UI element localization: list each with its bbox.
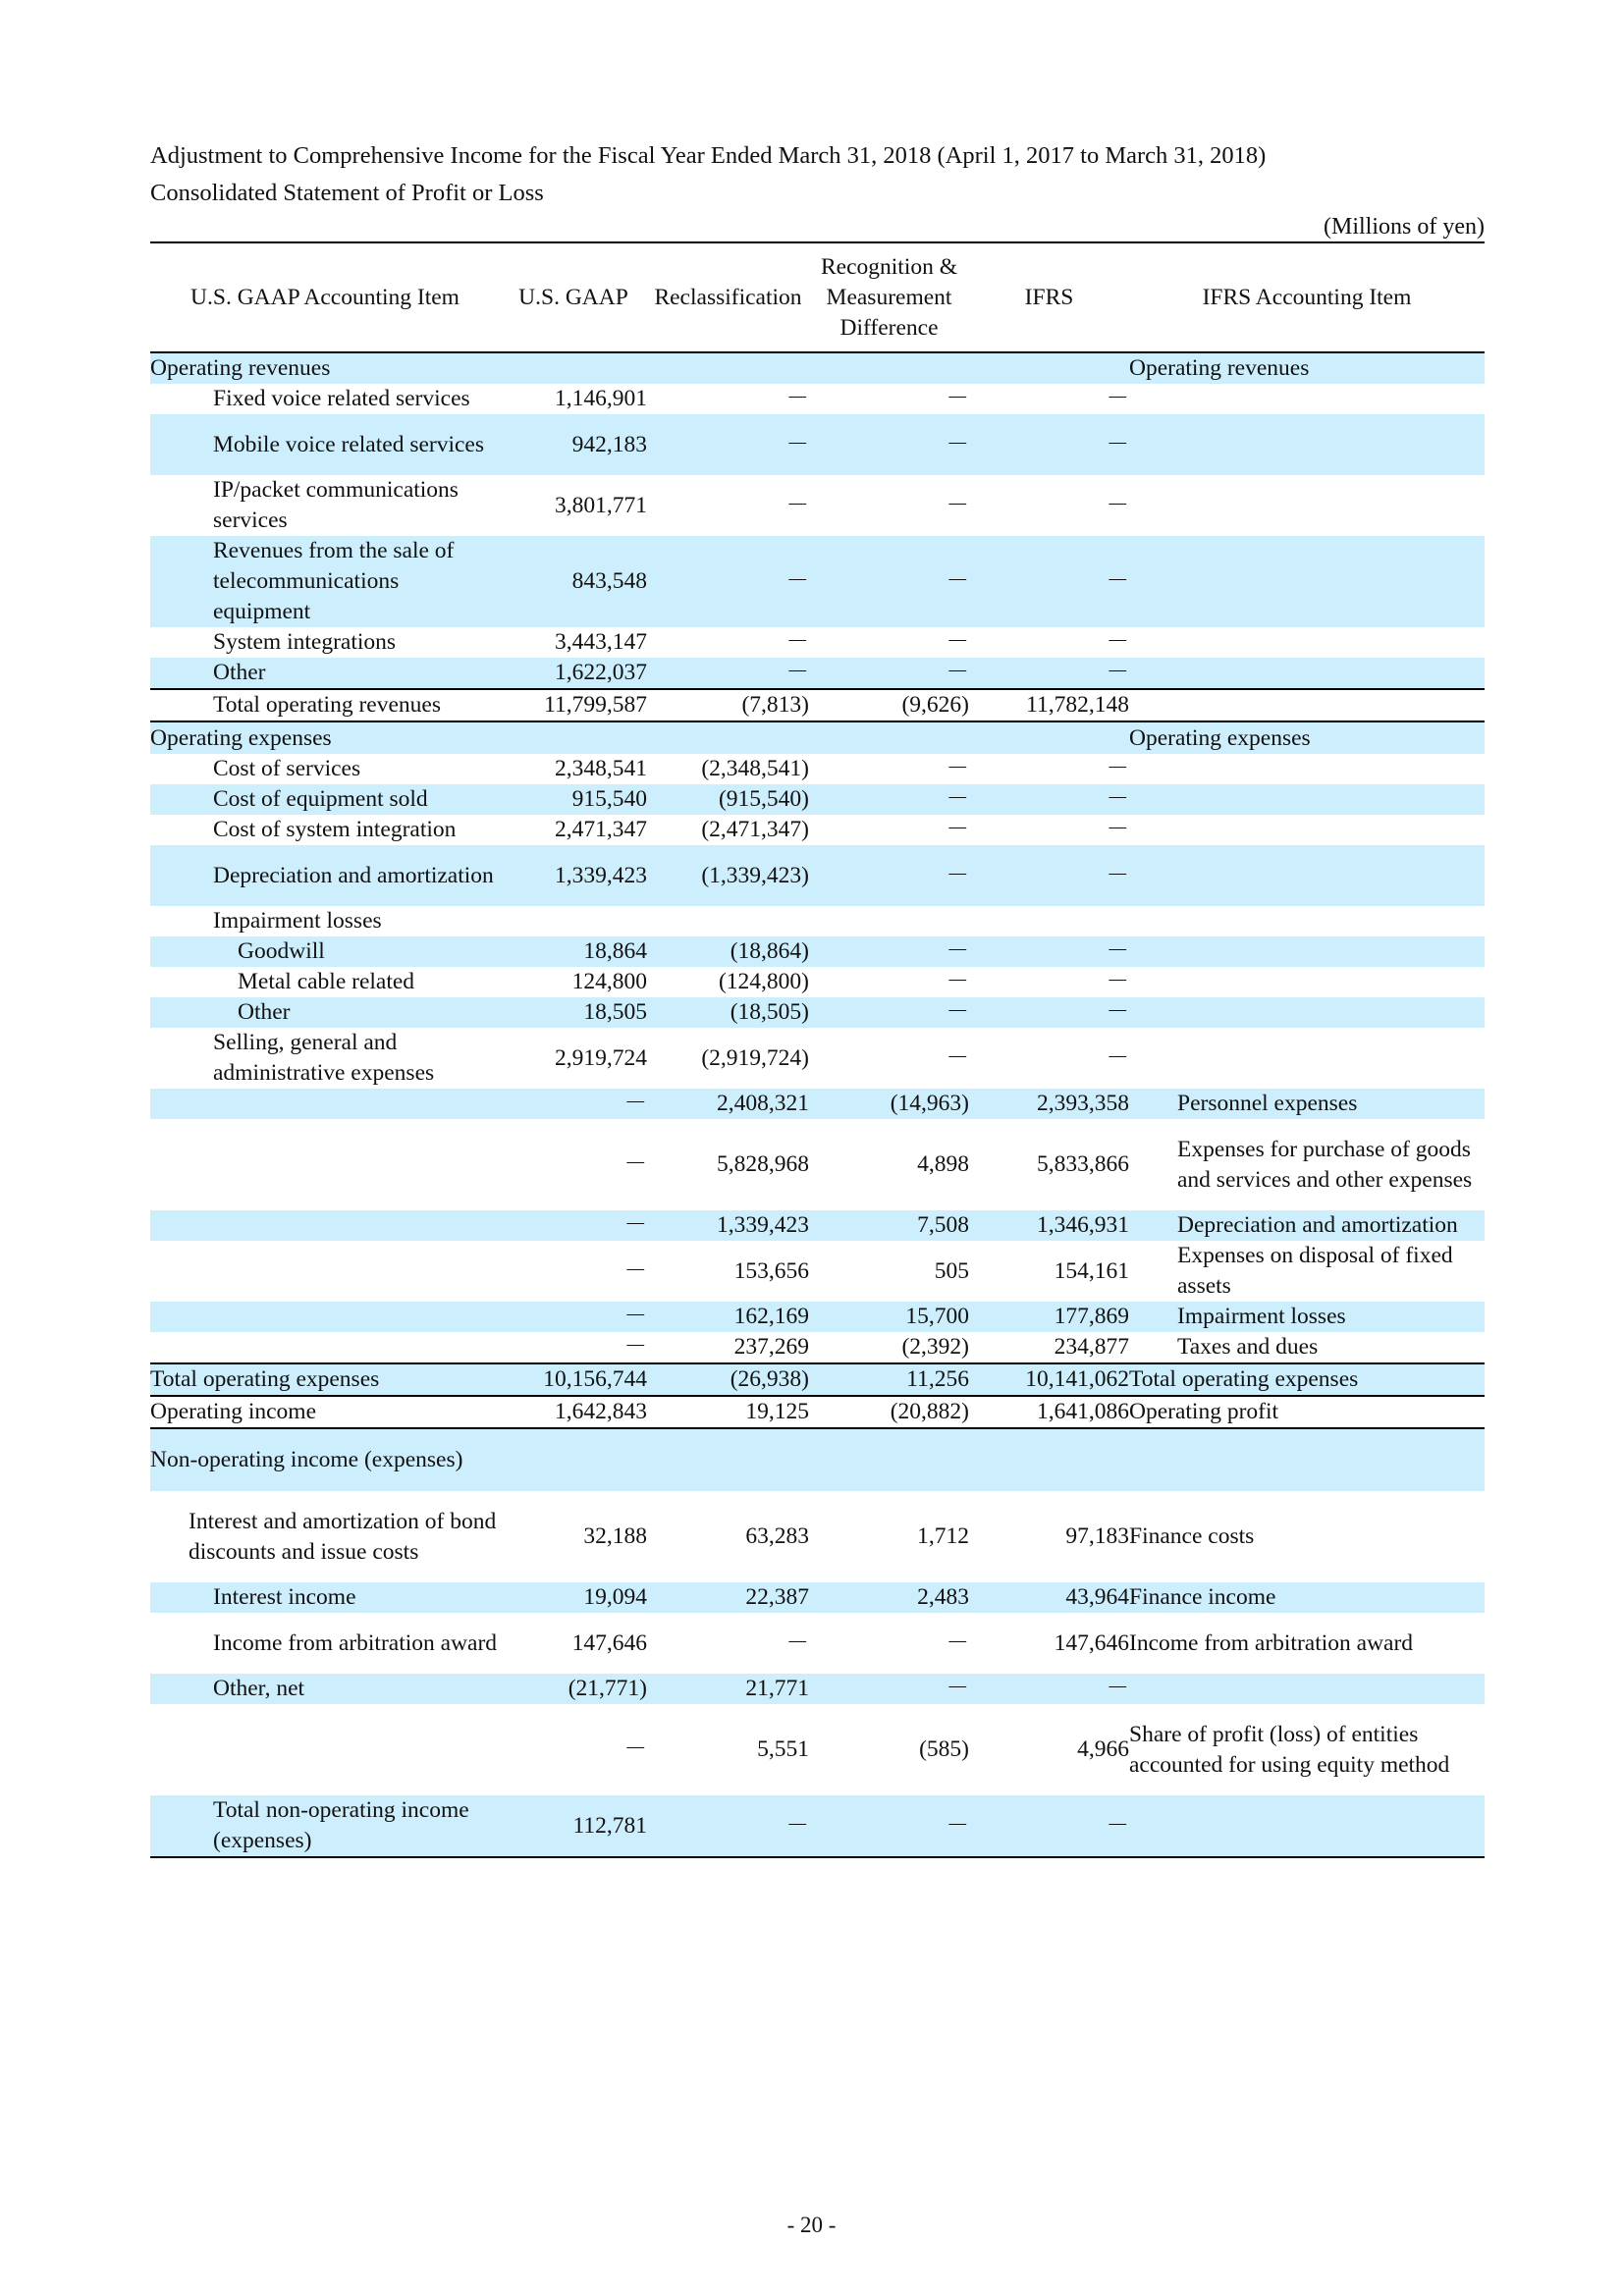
cell-gaap-item: Mobile voice related services — [150, 414, 500, 475]
cell-ifrs-value: 177,869 — [969, 1302, 1129, 1332]
cell-ifrs-item: Finance costs — [1129, 1523, 1255, 1549]
cell-gaap-item — [150, 1210, 500, 1241]
cell-reclassification-value: (2,471,347) — [701, 817, 809, 842]
cell-ifrs-value: 5,833,866 — [1037, 1151, 1129, 1177]
cell-gaap-item — [150, 1704, 500, 1795]
cell-reclassification-value: － — [785, 386, 809, 411]
cell-ifrs-value: 43,964 — [969, 1582, 1129, 1613]
table-row — [150, 1302, 1485, 1332]
cell-gaap-item: Total operating revenues — [150, 689, 500, 721]
cell-gaap-item — [150, 1089, 500, 1119]
cell-recognition-difference-value: (585) — [919, 1736, 969, 1762]
cell-ifrs-item — [1129, 1028, 1485, 1089]
cell-recognition-difference-value: 15,700 — [809, 1302, 969, 1332]
cell-reclassification-value: － — [647, 658, 809, 689]
cell-gaap-item — [150, 1302, 500, 1332]
cell-ifrs-value: － — [969, 414, 1129, 475]
cell-recognition-difference-value: 4,898 — [917, 1151, 969, 1177]
cell-ifrs-value — [969, 1428, 1129, 1491]
cell-ifrs-item — [1129, 967, 1485, 997]
table-row — [150, 658, 1485, 689]
cell-gaap-value: 112,781 — [500, 1795, 647, 1857]
cell-recognition-difference-value: － — [946, 1044, 969, 1071]
cell-ifrs-value: － — [1106, 756, 1129, 781]
cell-gaap-item: Other, net — [150, 1674, 500, 1704]
cell-gaap-value: 18,505 — [500, 997, 647, 1028]
cell-recognition-difference-value: － — [946, 1629, 969, 1656]
col-header-reclassification: Reclassification — [647, 242, 809, 352]
cell-recognition-difference-value: － — [809, 845, 969, 906]
table-row — [150, 689, 1485, 721]
table-row — [150, 721, 1485, 754]
cell-gaap-value: － — [500, 1089, 647, 1119]
page-title: Adjustment to Comprehensive Income for the Fiscal Year Ended March 31, 2018 (April 1, 2017 to March 31, 2018) — [150, 142, 1267, 169]
cell-ifrs-value: 147,646 — [1054, 1629, 1129, 1656]
cell-gaap-item: Operating income — [150, 1396, 500, 1428]
cell-gaap-value: － — [623, 1736, 647, 1762]
cell-gaap-value: 18,864 — [500, 936, 647, 967]
table-header-row — [150, 242, 1485, 352]
cell-recognition-difference-value: － — [946, 386, 969, 411]
cell-reclassification-value: 2,408,321 — [647, 1089, 809, 1119]
cell-gaap-item: Goodwill — [150, 936, 500, 967]
cell-ifrs-item: Impairment losses — [1129, 1302, 1485, 1332]
table-row — [150, 1089, 1485, 1119]
cell-ifrs-value: 2,393,358 — [969, 1089, 1129, 1119]
table-row — [150, 1028, 1485, 1089]
cell-gaap-item: Interest income — [150, 1582, 500, 1613]
cell-recognition-difference-value: 1,712 — [917, 1523, 969, 1549]
table-row — [150, 1795, 1485, 1857]
cell-ifrs-value: － — [1106, 492, 1129, 518]
cell-reclassification-value: 1,339,423 — [647, 1210, 809, 1241]
cell-ifrs-item: Income from arbitration award — [1129, 1629, 1414, 1656]
cell-ifrs-value: 11,782,148 — [969, 689, 1129, 721]
cell-ifrs-item: Expenses for purchase of goods and services and other expenses — [1177, 1136, 1473, 1193]
cell-ifrs-item — [1129, 845, 1485, 906]
cell-reclassification-value: 63,283 — [745, 1523, 809, 1549]
cell-gaap-item: Other — [150, 658, 500, 689]
table-row — [150, 815, 1485, 845]
cell-recognition-difference-value: － — [809, 658, 969, 689]
cell-ifrs-value: － — [1106, 629, 1129, 655]
cell-ifrs-item — [1129, 689, 1485, 721]
table-row — [150, 352, 1485, 384]
cell-gaap-item: Cost of system integration — [213, 817, 457, 842]
cell-reclassification-value: － — [647, 536, 809, 627]
col-header-ifrs: IFRS — [969, 242, 1129, 352]
cell-ifrs-item: Share of profit (loss) of entities accounted for using equity method — [1129, 1721, 1450, 1778]
cell-gaap-item: IP/packet communications services — [213, 477, 459, 533]
cell-gaap-value: 2,471,347 — [555, 817, 647, 842]
cell-ifrs-value — [969, 352, 1129, 384]
table-row — [150, 1674, 1485, 1704]
table-row — [150, 997, 1485, 1028]
table-row — [150, 1582, 1485, 1613]
cell-gaap-value: 1,146,901 — [555, 386, 647, 411]
cell-gaap-item: System integrations — [213, 629, 397, 655]
cell-reclassification-value: 237,269 — [733, 1334, 809, 1360]
unit-note: (Millions of yen) — [1324, 214, 1485, 240]
col-header-ifrs-item: IFRS Accounting Item — [1129, 242, 1485, 352]
cell-reclassification-value — [647, 721, 809, 754]
cell-recognition-difference-value: － — [946, 969, 969, 994]
cell-ifrs-item: Operating profit — [1129, 1396, 1485, 1428]
cell-gaap-value: － — [623, 1257, 647, 1284]
table-row — [150, 1363, 1485, 1396]
cell-gaap-value: 2,919,724 — [555, 1044, 647, 1071]
cell-gaap-item: Cost of services — [213, 756, 361, 781]
table-row — [150, 1613, 1485, 1674]
cell-reclassification-value: (26,938) — [647, 1363, 809, 1396]
cell-recognition-difference-value: － — [809, 1674, 969, 1704]
cell-ifrs-value: 234,877 — [1054, 1334, 1129, 1360]
cell-gaap-item — [150, 1119, 500, 1210]
cell-ifrs-item — [1129, 627, 1485, 658]
cell-ifrs-value: － — [969, 936, 1129, 967]
cell-ifrs-value — [969, 721, 1129, 754]
cell-ifrs-value: － — [969, 1674, 1129, 1704]
cell-reclassification-value: (2,348,541) — [701, 756, 809, 781]
cell-gaap-value: 1,642,843 — [500, 1396, 647, 1428]
cell-gaap-item — [150, 1241, 500, 1302]
cell-ifrs-item — [1129, 754, 1485, 784]
table-row — [150, 384, 1485, 414]
table-row — [150, 784, 1485, 815]
cell-ifrs-value: － — [969, 1795, 1129, 1857]
cell-gaap-item: Total non-operating income (expenses) — [150, 1795, 500, 1857]
cell-ifrs-value: － — [969, 658, 1129, 689]
cell-gaap-item: Selling, general and administrative expenses — [213, 1030, 435, 1086]
cell-ifrs-value: － — [969, 784, 1129, 815]
cell-gaap-item: Income from arbitration award — [213, 1629, 498, 1656]
cell-reclassification-value: － — [785, 629, 809, 655]
table-body — [150, 352, 1485, 1857]
cell-gaap-value: 843,548 — [500, 536, 647, 627]
cell-gaap-value: 1,622,037 — [500, 658, 647, 689]
cell-gaap-item: Fixed voice related services — [213, 386, 470, 411]
cell-reclassification-value: － — [647, 1795, 809, 1857]
cell-ifrs-item — [1129, 815, 1485, 845]
cell-reclassification-value: 22,387 — [647, 1582, 809, 1613]
cell-ifrs-item — [1129, 936, 1485, 967]
cell-ifrs-item: Operating expenses — [1129, 721, 1485, 754]
cell-gaap-item — [150, 1332, 500, 1363]
cell-recognition-difference-value: － — [809, 784, 969, 815]
table-row — [150, 845, 1485, 906]
col-header-recognition-difference: Recognition & Measurement Difference — [809, 242, 969, 352]
cell-recognition-difference-value: (14,963) — [809, 1089, 969, 1119]
cell-gaap-value: － — [500, 1302, 647, 1332]
cell-ifrs-value: － — [1106, 1044, 1129, 1071]
cell-recognition-difference-value: (20,882) — [809, 1396, 969, 1428]
table-row — [150, 754, 1485, 784]
table-row — [150, 1428, 1485, 1491]
cell-gaap-item: Revenues from the sale of telecommunications equipment — [150, 536, 500, 627]
cell-reclassification-value: (1,339,423) — [647, 845, 809, 906]
cell-reclassification-value — [647, 352, 809, 384]
cell-gaap-value — [500, 352, 647, 384]
cell-ifrs-item: Depreciation and amortization — [1129, 1210, 1485, 1241]
cell-gaap-item: Operating revenues — [150, 352, 500, 384]
table-row — [150, 936, 1485, 967]
cell-gaap-item: Operating expenses — [150, 721, 500, 754]
cell-ifrs-item — [1129, 784, 1485, 815]
cell-recognition-difference-value: (2,392) — [901, 1334, 969, 1360]
cell-gaap-item: Cost of equipment sold — [150, 784, 500, 815]
cell-recognition-difference-value — [809, 1428, 969, 1491]
cell-recognition-difference-value: 2,483 — [809, 1582, 969, 1613]
cell-ifrs-item: Total operating expenses — [1129, 1363, 1485, 1396]
cell-reclassification-value: － — [785, 1629, 809, 1656]
table-row — [150, 627, 1485, 658]
cell-ifrs-item — [1129, 384, 1485, 414]
cell-reclassification-value: 153,656 — [733, 1257, 809, 1284]
cell-recognition-difference-value: － — [946, 817, 969, 842]
cell-reclassification-value: 5,551 — [757, 1736, 809, 1762]
cell-gaap-item: Non-operating income (expenses) — [150, 1428, 500, 1491]
cell-reclassification-value: 5,828,968 — [717, 1151, 809, 1177]
col-header-gaap: U.S. GAAP — [500, 242, 647, 352]
cell-gaap-item: Other — [150, 997, 500, 1028]
cell-ifrs-item — [1129, 658, 1485, 689]
cell-ifrs-value: 4,966 — [1077, 1736, 1129, 1762]
cell-ifrs-value: 1,641,086 — [969, 1396, 1129, 1428]
statement-subtitle: Consolidated Statement of Profit or Loss — [150, 180, 544, 206]
page-number: - 20 - — [786, 2213, 837, 2237]
cell-reclassification-value: 21,771 — [647, 1674, 809, 1704]
cell-reclassification-value: － — [785, 492, 809, 518]
cell-ifrs-item — [1129, 414, 1485, 475]
table-row — [150, 414, 1485, 475]
cell-ifrs-value: 97,183 — [1065, 1523, 1129, 1549]
cell-gaap-value: － — [623, 1151, 647, 1177]
cell-gaap-value: (21,771) — [500, 1674, 647, 1704]
cell-ifrs-value: － — [1106, 817, 1129, 842]
cell-ifrs-value: － — [969, 997, 1129, 1028]
cell-gaap-value: 1,339,423 — [500, 845, 647, 906]
cell-gaap-item: Depreciation and amortization — [150, 845, 500, 906]
table-row — [150, 906, 1485, 936]
cell-reclassification-value — [647, 1428, 809, 1491]
cell-gaap-value: 11,799,587 — [500, 689, 647, 721]
cell-gaap-item: Impairment losses — [213, 908, 382, 934]
cell-gaap-value: 124,800 — [571, 969, 647, 994]
cell-recognition-difference-value: － — [946, 492, 969, 518]
cell-ifrs-item — [1129, 1428, 1485, 1491]
table-row — [150, 1210, 1485, 1241]
cell-gaap-item: Total operating expenses — [150, 1363, 500, 1396]
cell-gaap-item: Metal cable related — [238, 969, 415, 994]
cell-ifrs-value: 154,161 — [1054, 1257, 1129, 1284]
table-row — [150, 1396, 1485, 1428]
cell-ifrs-item — [1129, 906, 1485, 936]
cell-gaap-value — [500, 906, 647, 936]
cell-reclassification-value: (2,919,724) — [701, 1044, 809, 1071]
cell-ifrs-item: Taxes and dues — [1177, 1334, 1319, 1360]
cell-reclassification-value: － — [647, 414, 809, 475]
cell-reclassification-value: 162,169 — [647, 1302, 809, 1332]
table-row — [150, 1119, 1485, 1210]
cell-recognition-difference-value: 7,508 — [809, 1210, 969, 1241]
cell-ifrs-value: － — [1106, 969, 1129, 994]
cell-recognition-difference-value: － — [809, 1795, 969, 1857]
cell-gaap-value: － — [623, 1334, 647, 1360]
cell-gaap-value: 147,646 — [571, 1629, 647, 1656]
cell-gaap-value — [500, 1428, 647, 1491]
cell-ifrs-item — [1129, 1674, 1485, 1704]
cell-gaap-value: 32,188 — [583, 1523, 647, 1549]
cell-ifrs-item: Expenses on disposal of fixed assets — [1177, 1243, 1453, 1299]
cell-reclassification-value: (18,505) — [647, 997, 809, 1028]
table-row — [150, 967, 1485, 997]
cell-ifrs-value: － — [969, 845, 1129, 906]
cell-gaap-value: 942,183 — [500, 414, 647, 475]
cell-reclassification-value: (18,864) — [647, 936, 809, 967]
cell-ifrs-item: Finance income — [1129, 1582, 1485, 1613]
cell-ifrs-value: － — [969, 536, 1129, 627]
cell-recognition-difference-value — [809, 352, 969, 384]
table-row — [150, 1332, 1485, 1363]
cell-gaap-value: 10,156,744 — [500, 1363, 647, 1396]
cell-recognition-difference-value: － — [809, 414, 969, 475]
cell-recognition-difference-value: － — [809, 936, 969, 967]
table-row — [150, 475, 1485, 536]
cell-gaap-value: 915,540 — [500, 784, 647, 815]
cell-recognition-difference-value: － — [946, 629, 969, 655]
table-row — [150, 1491, 1485, 1582]
cell-gaap-value: 3,801,771 — [555, 492, 647, 518]
cell-ifrs-item: Personnel expenses — [1129, 1089, 1485, 1119]
cell-recognition-difference-value: (9,626) — [809, 689, 969, 721]
cell-ifrs-item — [1129, 536, 1485, 627]
cell-ifrs-value: 1,346,931 — [969, 1210, 1129, 1241]
table-row — [150, 536, 1485, 627]
cell-ifrs-value — [969, 906, 1129, 936]
cell-gaap-value: 2,348,541 — [555, 756, 647, 781]
cell-gaap-value — [500, 721, 647, 754]
cell-recognition-difference-value — [809, 721, 969, 754]
cell-ifrs-value: 10,141,062 — [969, 1363, 1129, 1396]
cell-reclassification-value: 19,125 — [647, 1396, 809, 1428]
cell-recognition-difference-value: － — [809, 997, 969, 1028]
cell-ifrs-item: Operating revenues — [1129, 352, 1485, 384]
cell-recognition-difference-value: 505 — [934, 1257, 969, 1284]
cell-recognition-difference-value: 11,256 — [809, 1363, 969, 1396]
cell-reclassification-value: (7,813) — [647, 689, 809, 721]
cell-ifrs-item — [1129, 997, 1485, 1028]
cell-gaap-item: Interest and amortization of bond discounts and issue costs — [189, 1508, 497, 1565]
cell-reclassification-value — [647, 906, 809, 936]
table-row — [150, 1704, 1485, 1795]
table-row — [150, 1241, 1485, 1302]
cell-recognition-difference-value: － — [809, 536, 969, 627]
cell-recognition-difference-value — [809, 906, 969, 936]
cell-ifrs-item — [1129, 475, 1485, 536]
reconciliation-table — [150, 241, 1485, 1858]
cell-gaap-value: 3,443,147 — [555, 629, 647, 655]
cell-recognition-difference-value: － — [946, 756, 969, 781]
cell-ifrs-item — [1129, 1795, 1485, 1857]
cell-gaap-value: 19,094 — [500, 1582, 647, 1613]
cell-gaap-value: － — [500, 1210, 647, 1241]
cell-reclassification-value: (915,540) — [647, 784, 809, 815]
cell-ifrs-value: － — [1106, 386, 1129, 411]
cell-reclassification-value: (124,800) — [718, 969, 809, 994]
col-header-gaap-item: U.S. GAAP Accounting Item — [150, 242, 500, 352]
